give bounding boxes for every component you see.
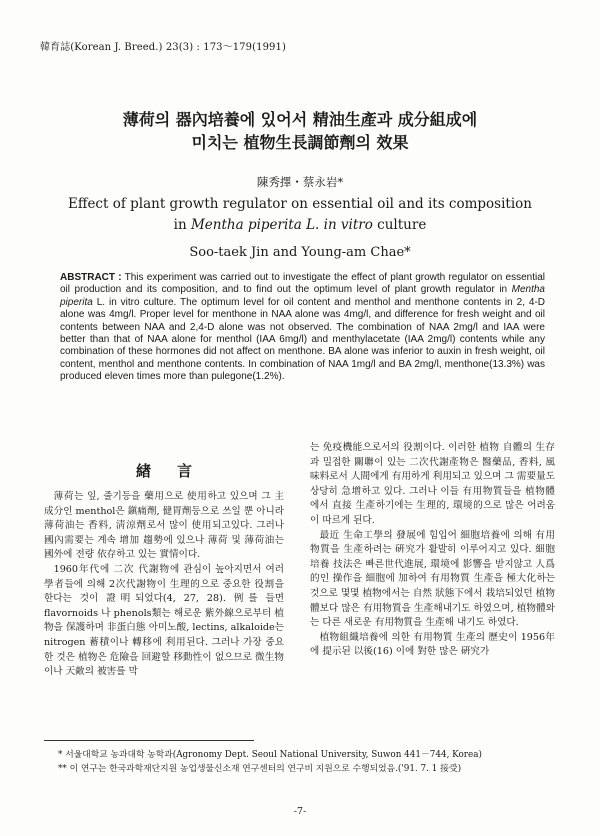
authors-korean: 陳秀擇・蔡永岩* xyxy=(256,175,344,189)
footnote-1: * 서울대학교 농과대학 농학과(Agronomy Dept. Seoul National University, Suwon 441－744, Korea) xyxy=(58,750,482,760)
right-paragraph-2: 最近 生命工學의 發展에 힘입어 細胞培養에 의해 有用物質을 生產하려는 硏究가 활발히 이루어지고 있다. 細胞培養 技法은 빠른世代進展, 環境에 影響을 받지않고 人爲的인 操作을 細胞에 加하여 有用物質 生產을 極大化하는 것으로 몇몇 植物에서는 自然 狀態下에서 栽培되었던 植物體보다 많은 有用物質을 生產해내기도 하였으며, 植物體와는 다른 새로운 有用物質을 生產해 내기도 하였다. xyxy=(310,529,555,629)
left-paragraph-1: 薄荷는 잎, 줄기등을 藥用으로 使用하고 있으며 그 主成分인 menthol은 鎭痛劑, 健胃劑등으로 쓰일 뿐 아니라 薄荷油는 香料, 淸涼劑로서 많이 使用되고있다. 그러나 國內需要는 계속 增加 趨勢에 있으나 薄荷 및 薄荷油는 國外에 전량 依存하고 있는 實情이다. xyxy=(44,491,284,561)
title-english-line-2-pre: in xyxy=(173,217,191,233)
title-korean-line-1: 薄荷의 器內培養에 있어서 精油生產과 成分組成에 xyxy=(122,110,478,129)
title-english-line-2-post: culture xyxy=(372,217,427,233)
footnote-divider xyxy=(44,740,254,741)
left-paragraph-2: 1960年代에 二次 代謝物에 관심이 높아지면서 여러 學者들에 의해 2次代謝物이 生理的으로 중요한 役割을 한다는 것이 證明되었다(4, 27, 28). 例를 들면 flavornoids 나 phenols類는 해로운 紫外線으로부터 植物을 保護하며 非蛋白態 아미노酸, lectins, alkaloide는 nitrogen 蓄積이나 轉移에 利用된다. 그러나 가장 중요한 것은 植物은 危險을 回避할 移動性이 없으므로 微生物이나 天敵의 被害를 막 xyxy=(44,563,284,678)
title-english-line-1: Effect of plant growth regulator on essential oil and its composition xyxy=(68,196,532,212)
right-paragraph-1: 는 免疫機能으로서의 役割이다. 이러한 植物 自體의 生存과 밀접한 關聯이 있는 二次代謝產物은 醫藥品, 香料, 風味料로서 人間에게 有用하게 利用되고 있으며 그 需要量도 상당히 急增하고 있다. 그러나 이들 有用物質들을 植物體에서 直接 生產하기에는 生理的, 環境的으로 많은 어려움이 따르게 된다. xyxy=(310,442,555,526)
right-column xyxy=(310,441,555,660)
title-english-species: Mentha piperita L. in vitro xyxy=(190,217,373,233)
abstract xyxy=(60,272,545,384)
journal-citation: 韓育誌(Korean J. Breed.) 23(3) : 173～179(1991) xyxy=(40,42,286,53)
abstract-label: ABSTRACT : xyxy=(60,272,122,283)
abstract-text-a: This experiment was carried out to investigate the effect of plant growth regulator on essential oil production and its composition, and to find out the optimum level of plant growth regulator in xyxy=(60,272,546,296)
abstract-text-b: L. in vitro culture. The optimum level for oil content and menthol and menthone contents in 2, 4-D alone was 4mg/l. Proper level for menthone in NAA alone was 4mg/l, and difference for fresh weight and oil contents between NAA and 2,4-D alone was not observed. The combination of NAA 2mg/l and IAA were better than that of NAA alone for menthol (IAA 6mg/l) and menthylacetate (IAA 2mg/l) contents while any combination of these hormones did not affect on menthone. BA alone was inferior to auxin in fresh weight, oil content, menthol and menthone contents. In combination of NAA 1mg/l and BA 2mg/l, menthone(13.3%) was produced eleven times more than pulegone(1.2%). xyxy=(60,296,545,383)
footnotes xyxy=(44,748,564,776)
authors-english: Soo-taek Jin and Young-am Chae* xyxy=(189,245,411,260)
section-heading-introduction: 緖言 xyxy=(135,462,218,480)
title-korean-line-2: 미치는 植物生長調節劑의 效果 xyxy=(191,133,409,152)
page-number: -7- xyxy=(293,806,307,817)
abstract-species: Mentha piperita xyxy=(60,284,545,308)
footnote-2: ** 이 연구는 한국과학재단지원 농업생물신소재 연구센터의 연구비 지원으로 수행되었음.('91. 7. 1 接受) xyxy=(58,764,462,774)
right-paragraph-3: 植物組織培養에 의한 有用物質 生產의 歷史이 1956年에 提示된 以後(16) 이에 對한 많은 硏究가 xyxy=(310,631,555,658)
title-english-line-2 xyxy=(0,217,600,233)
